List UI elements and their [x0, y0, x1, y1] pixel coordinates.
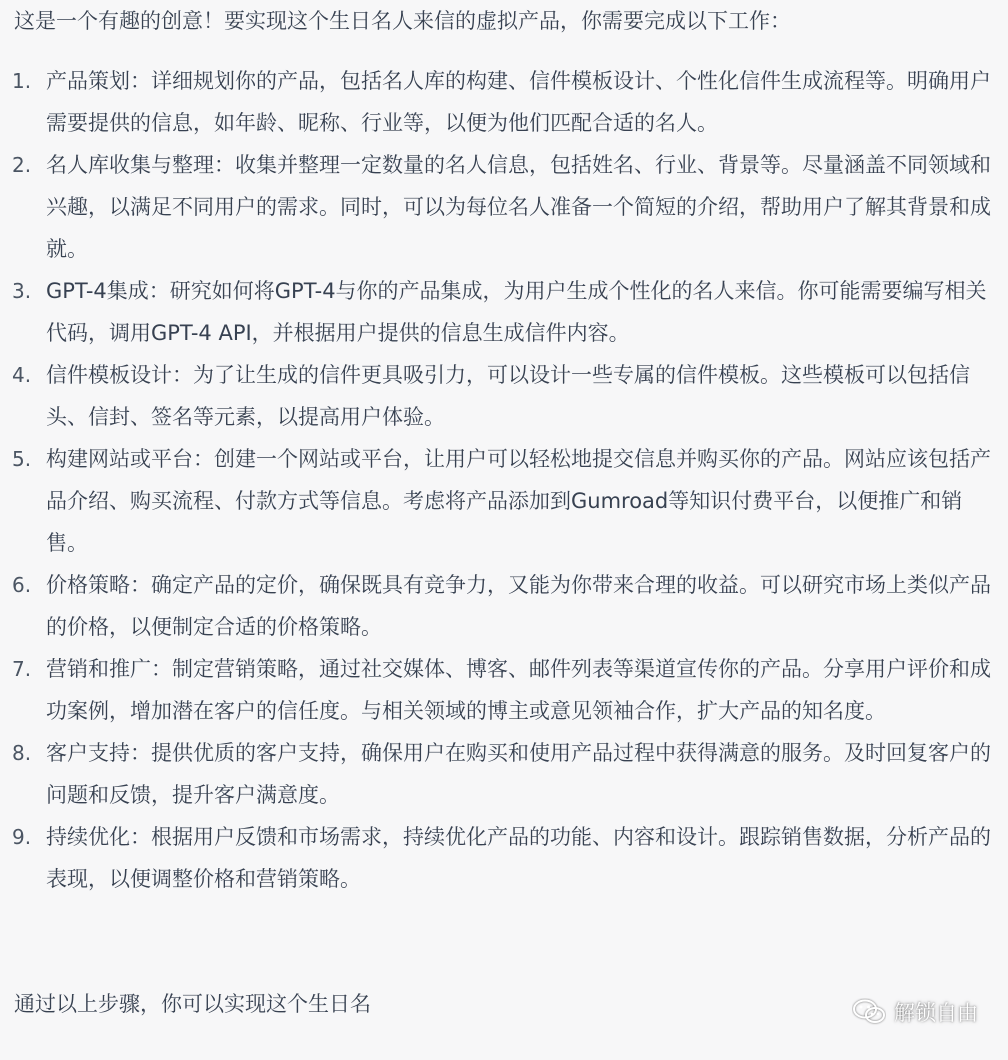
step-item	[14, 732, 994, 816]
step-text: 构建网站或平台：创建一个网站或平台，让用户可以轻松地提交信息并购买你的产品。网站应该包括产品介绍、购买流程、付款方式等信息。考虑将产品添加到Gumroad等知识付费平台，以便推广和销售。	[46, 447, 991, 555]
step-item	[14, 816, 994, 900]
step-item	[14, 60, 994, 144]
step-text: 持续优化：根据用户反馈和市场需求，持续优化产品的功能、内容和设计。跟踪销售数据，分析产品的表现，以便调整价格和营销策略。	[46, 825, 991, 891]
step-number: 7.	[12, 657, 32, 681]
step-text: 价格策略：确定产品的定价，确保既具有竞争力，又能为你带来合理的收益。可以研究市场上类似产品的价格，以便制定合适的价格策略。	[46, 573, 991, 639]
step-text: 名人库收集与整理：收集并整理一定数量的名人信息，包括姓名、行业、背景等。尽量涵盖不同领域和兴趣，以满足不同用户的需求。同时，可以为每位名人准备一个简短的介绍，帮助用户了解其背景和成就。	[46, 153, 991, 261]
step-item	[14, 144, 994, 270]
assistant-message	[14, 0, 994, 900]
step-list	[14, 60, 994, 900]
step-number: 2.	[12, 153, 32, 177]
step-text: 营销和推广：制定营销策略，通过社交媒体、博客、邮件列表等渠道宣传你的产品。分享用户评价和成功案例，增加潜在客户的信任度。与相关领域的博主或意见领袖合作，扩大产品的知名度。	[46, 657, 991, 723]
message-outro: 通过以上步骤，你可以实现这个生日名	[14, 992, 371, 1016]
step-item	[14, 564, 994, 648]
step-item	[14, 354, 994, 438]
step-item	[14, 270, 994, 354]
step-text: 产品策划：详细规划你的产品，包括名人库的构建、信件模板设计、个性化信件生成流程等。明确用户需要提供的信息，如年龄、昵称、行业等，以便为他们匹配合适的名人。	[46, 69, 991, 135]
step-item	[14, 438, 994, 564]
step-number: 1.	[12, 69, 32, 93]
step-number: 4.	[12, 363, 32, 387]
wechat-icon	[852, 998, 886, 1026]
step-number: 6.	[12, 573, 32, 597]
step-text: 信件模板设计：为了让生成的信件更具吸引力，可以设计一些专属的信件模板。这些模板可以包括信头、信封、签名等元素，以提高用户体验。	[46, 363, 970, 429]
step-number: 8.	[12, 741, 32, 765]
step-item	[14, 648, 994, 732]
watermark	[852, 997, 978, 1027]
step-number: 3.	[12, 279, 32, 303]
step-text: 客户支持：提供优质的客户支持，确保用户在购买和使用产品过程中获得满意的服务。及时回复客户的问题和反馈，提升客户满意度。	[46, 741, 991, 807]
step-number: 9.	[12, 825, 32, 849]
watermark-text: 解锁自由	[894, 1001, 978, 1025]
step-number: 5.	[12, 447, 32, 471]
step-text: GPT-4集成：研究如何将GPT-4与你的产品集成，为用户生成个性化的名人来信。你可能需要编写相关代码，调用GPT-4 API，并根据用户提供的信息生成信件内容。	[46, 279, 987, 345]
message-intro: 这是一个有趣的创意！要实现这个生日名人来信的虚拟产品，你需要完成以下工作：	[14, 9, 791, 33]
